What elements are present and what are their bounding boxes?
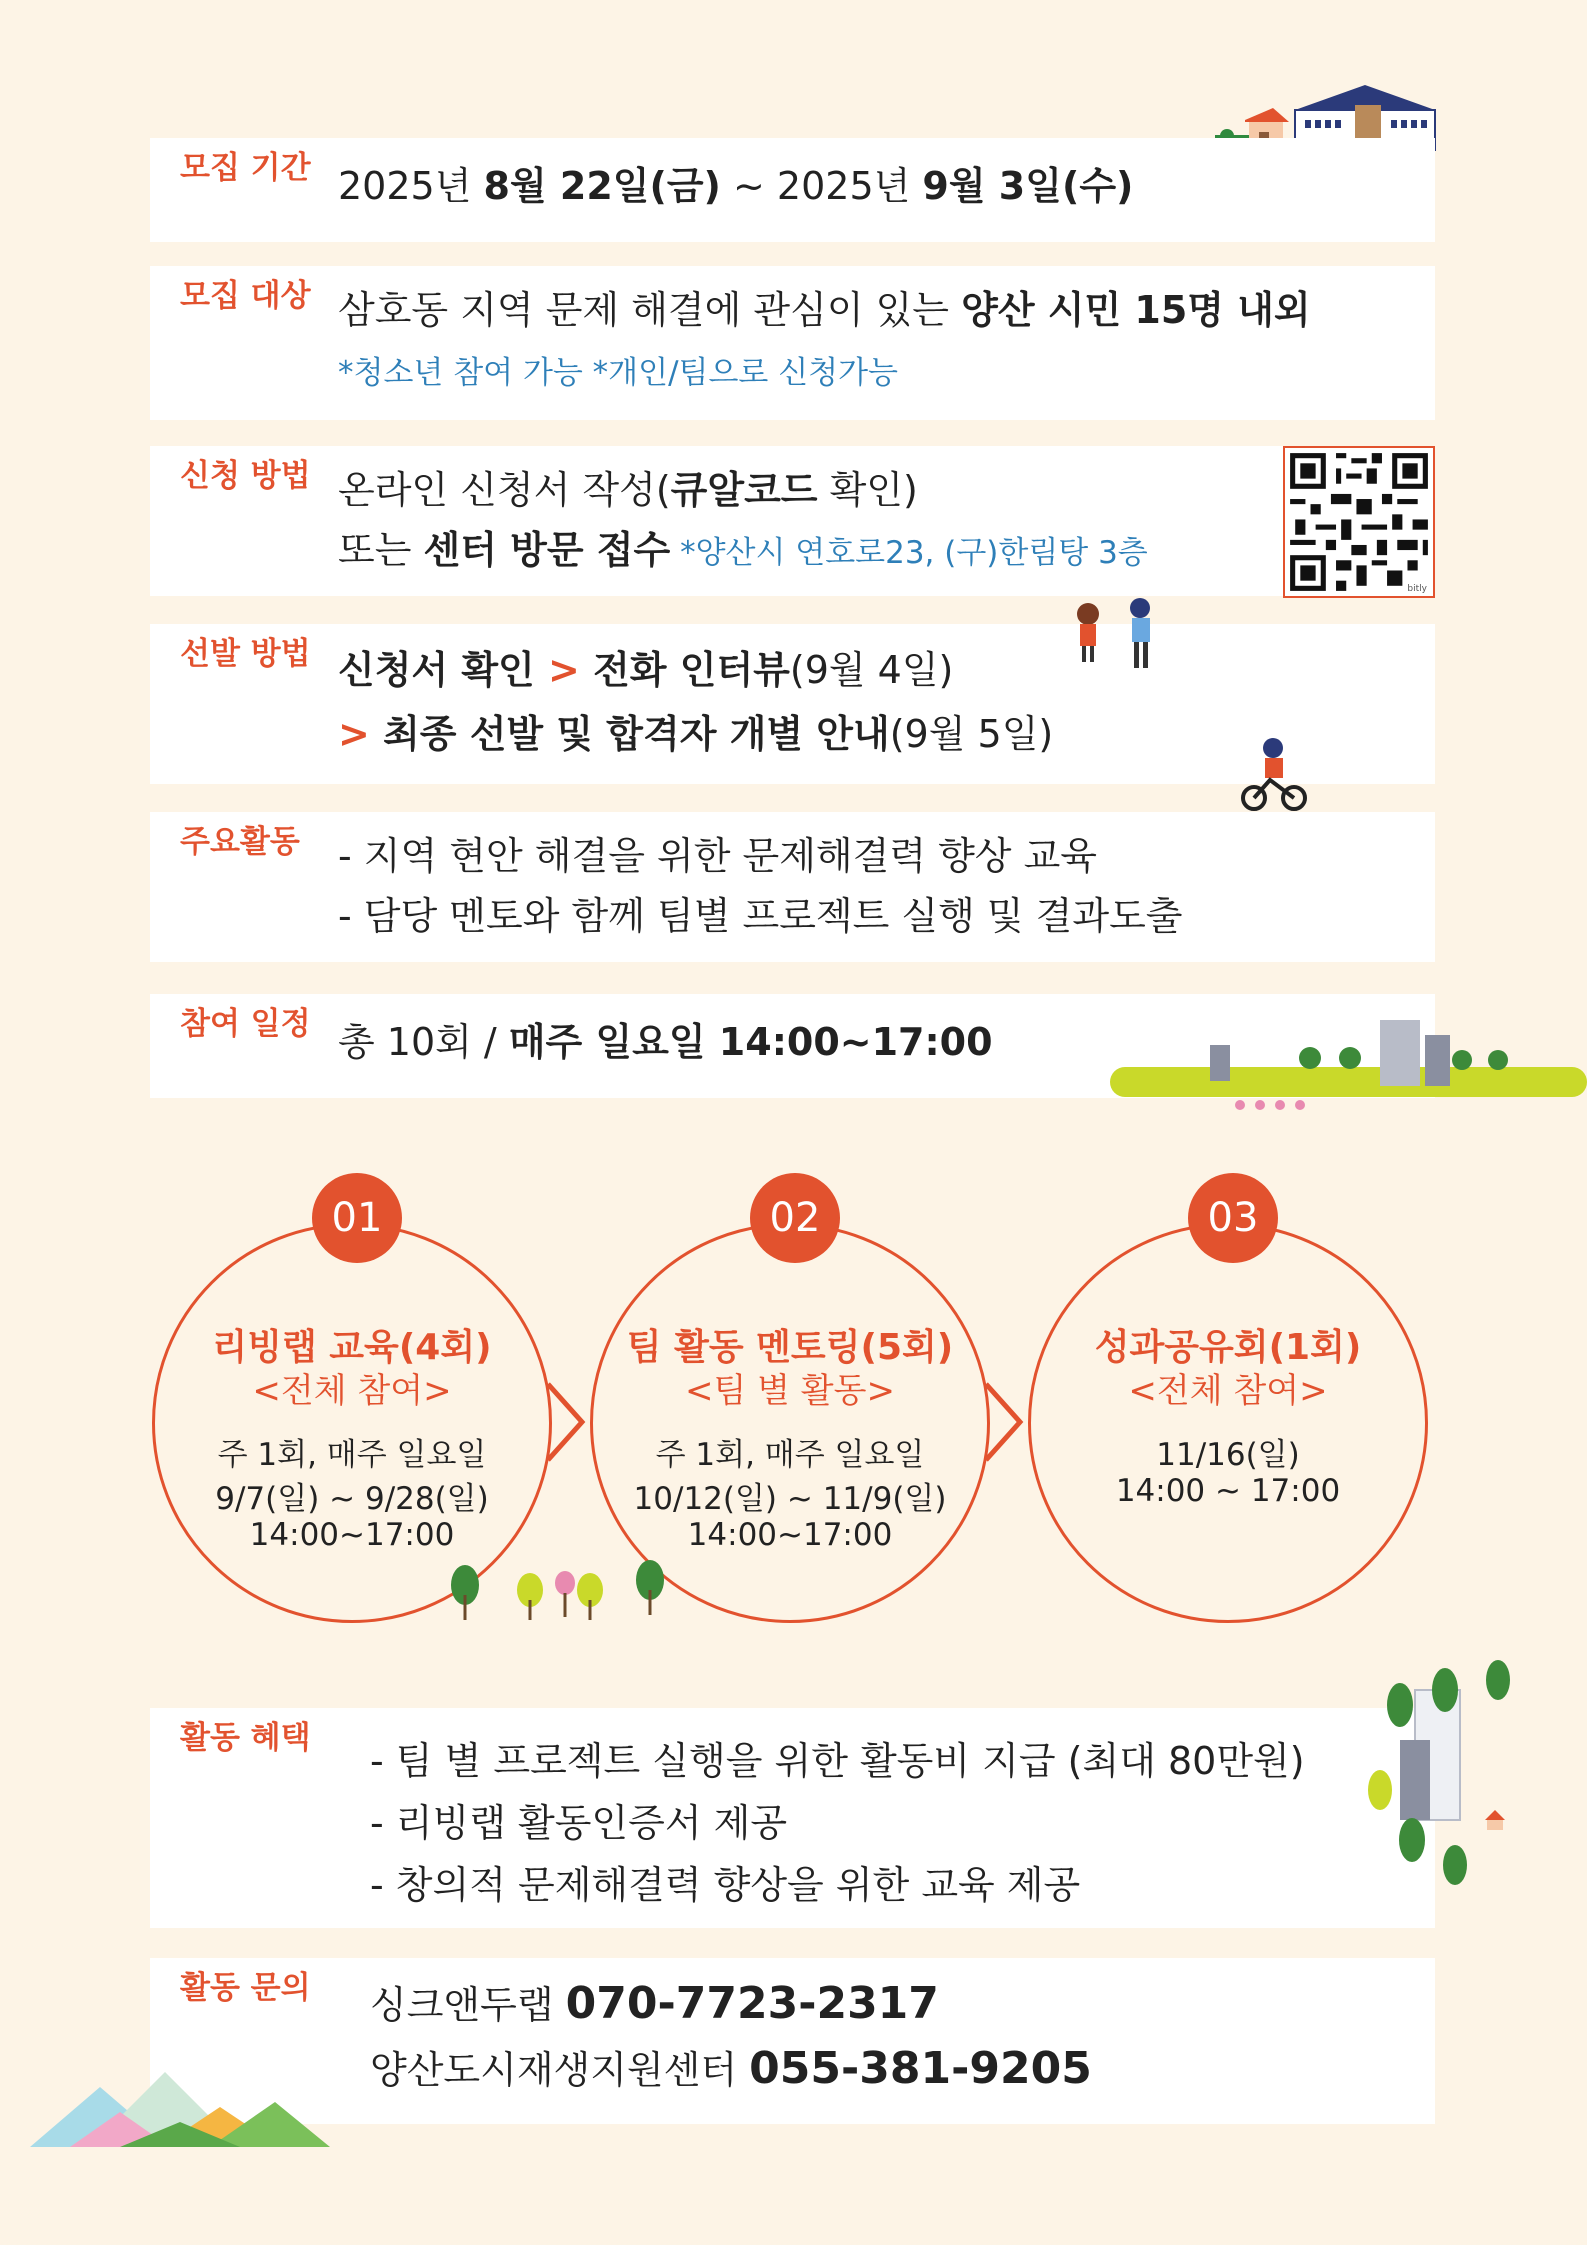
contact-org: 싱크앤두랩 [370,1983,566,2027]
schedule-content [338,1012,993,1072]
benefit-item: - 리빙랩 활동인증서 제공 [370,1801,788,1845]
children-illustration [1060,596,1170,676]
row-target [150,266,1435,420]
step-detail: 14:00~17:00 [249,1517,455,1553]
benefit-item: - 팀 별 프로젝트 실행을 위한 활동비 지급 (최대 80만원) [370,1739,1305,1783]
selection-arrow-2: > [338,712,384,756]
qr-code[interactable] [1283,446,1435,598]
period-start-date: 8월 22일(금) [483,164,721,208]
activity-item: - 담당 멘토와 함께 팀별 프로젝트 실행 및 결과도출 [338,894,1183,938]
target-content [338,280,1311,403]
benefit-content [370,1730,1305,1916]
chevron-right-icon [546,1382,586,1462]
contact-phone[interactable]: 055-381-9205 [749,2043,1092,2094]
method-address: *양산시 연호로23, (구)한림탕 3층 [670,535,1148,571]
method-line2-a: 또는 [338,528,424,572]
schedule-label: 참여 일정 [180,998,311,1043]
method-visit: 센터 방문 접수 [423,528,671,572]
step-detail: 9/7(일) ~ 9/28(일) [215,1481,489,1517]
step-number-badge: 02 [750,1173,840,1263]
buildings-illustration [1360,1660,1515,1900]
target-label: 모집 대상 [180,270,311,315]
step-title: 팀 활동 멘토링(5회) [626,1327,954,1368]
city-strip-illustration [1110,1015,1587,1120]
method-label: 신청 방법 [180,450,311,495]
activity-item: - 지역 현안 해결을 위한 문제해결력 향상 교육 [338,834,1098,878]
selection-label: 선발 방법 [180,628,311,673]
step-detail: 주 1회, 매주 일요일 [655,1437,925,1473]
selection-step-c-date: (9월 5일) [889,712,1054,756]
target-bold: 양산 시민 15명 내외 [961,288,1311,332]
step-number-badge: 03 [1188,1173,1278,1263]
period-label: 모집 기간 [180,142,311,187]
period-start-year: 2025년 [338,164,484,208]
step-number-badge: 01 [312,1173,402,1263]
row-benefit [150,1708,1435,1928]
step-title: 리빙랩 교육(4회) [212,1327,492,1368]
selection-content [338,638,1053,766]
row-method [150,446,1435,596]
row-period [150,138,1435,242]
period-content [338,156,1133,216]
step-title: 성과공유회(1회) [1094,1327,1362,1368]
qr-caption: bitly [1407,584,1427,594]
step-detail: 14:00~17:00 [687,1517,893,1553]
target-text: 삼호동 지역 문제 해결에 관심이 있는 [338,288,962,332]
contact-phone[interactable]: 070-7723-2317 [565,1978,939,2029]
schedule-text: 총 10회 / [338,1020,509,1064]
step-detail: 11/16(일) [1156,1437,1300,1473]
benefit-item: - 창의적 문제해결력 향상을 위한 교육 제공 [370,1863,1081,1907]
bicycle-illustration [1240,736,1310,816]
period-end-date: 9월 3일(수) [922,164,1134,208]
activity-label: 주요활동 [180,816,300,861]
row-activity [150,812,1435,962]
step-circle [1028,1223,1428,1623]
trees-illustration [430,1555,680,1625]
contact-label: 활동 문의 [180,1962,311,2007]
schedule-bold: 매주 일요일 14:00~17:00 [508,1020,993,1064]
target-note: *청소년 참여 가능 *개인/팀으로 신청가능 [338,355,898,391]
selection-step-b: 전화 인터뷰 [593,648,790,692]
period-tilde: ~ [720,164,777,208]
method-line1-a: 온라인 신청서 작성( [338,468,671,512]
activity-content [338,826,1183,946]
mountains-illustration [30,2062,340,2152]
contact-content [370,1972,1092,2102]
step-subtitle: <전체 참여> [1128,1371,1328,1411]
step-detail: 14:00 ~ 17:00 [1115,1473,1341,1509]
method-qr-word: 큐알코드 [670,468,818,512]
step-detail: 주 1회, 매주 일요일 [217,1437,487,1473]
contact-org: 양산도시재생지원센터 [370,2048,750,2092]
row-contact [150,1958,1435,2124]
benefit-label: 활동 혜택 [180,1712,311,1757]
method-content [338,460,1148,583]
selection-step-c: 최종 선발 및 합격자 개별 안내 [383,712,890,756]
step-detail: 10/12(일) ~ 11/9(일) [633,1481,947,1517]
step-subtitle: <팀 별 활동> [685,1371,895,1411]
step-subtitle: <전체 참여> [252,1371,452,1411]
method-line1-c: 확인) [817,468,918,512]
chevron-right-icon [984,1382,1024,1462]
selection-step-b-date: (9월 4일) [789,648,954,692]
selection-arrow-1: > [534,648,594,692]
selection-step-a: 신청서 확인 [338,648,535,692]
step-card [1028,1195,1428,1623]
period-end-year: 2025년 [776,164,923,208]
